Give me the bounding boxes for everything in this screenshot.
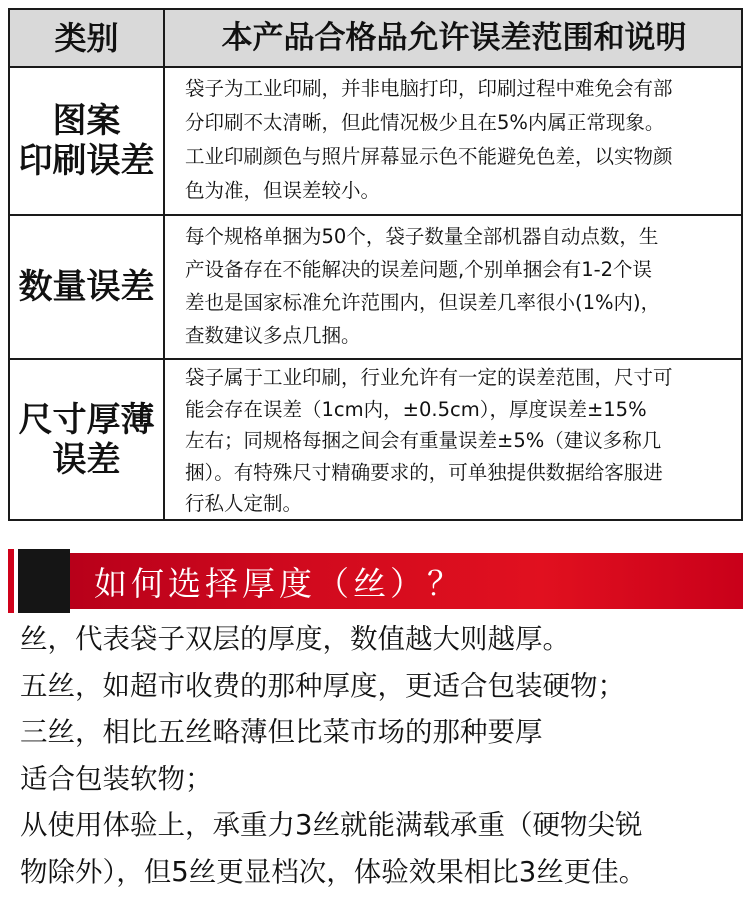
description-line: 查数建议多点几捆。 bbox=[185, 324, 361, 347]
row-category bbox=[10, 68, 165, 214]
category-line: 尺寸厚薄 bbox=[18, 399, 155, 440]
row-category bbox=[10, 216, 165, 358]
header-description: 本产品合格品允许误差范围和说明 bbox=[221, 20, 687, 56]
banner-title: 如何选择厚度（丝）？ bbox=[94, 563, 464, 603]
category-line: 数量误差 bbox=[18, 267, 155, 307]
category-line: 印刷误差 bbox=[18, 141, 155, 181]
thickness-explanation bbox=[20, 616, 745, 895]
category-line: 误差 bbox=[52, 439, 121, 480]
description-line: 行私人定制。 bbox=[185, 492, 303, 515]
description-line: 工业印刷颜色与照片屏幕显示色不能避免色差，以实物颜 bbox=[185, 145, 673, 168]
section-banner bbox=[8, 549, 743, 613]
row-description bbox=[167, 68, 741, 214]
description-line: 产设备存在不能解决的误差问题,个别单捆会有1-2个误 bbox=[185, 258, 653, 281]
table-header-row bbox=[10, 10, 741, 68]
body-line: 丝，代表袋子双层的厚度，数值越大则越厚。 bbox=[20, 623, 570, 655]
row-description bbox=[167, 216, 741, 358]
body-line: 从使用体验上，承重力3丝就能满载承重（硬物尖锐 bbox=[20, 809, 643, 841]
description-line: 捆）。有特殊尺寸精确要求的，可单独提供数据给客服进 bbox=[185, 460, 663, 484]
body-line: 物除外），但5丝更显档次，体验效果相比3丝更佳。 bbox=[20, 855, 647, 888]
description-line: 袋子为工业印刷，并非电脑打印，印刷过程中难免会有部 bbox=[185, 77, 673, 100]
error-range-table bbox=[8, 8, 743, 521]
description-line: 能会存在误差（1cm内，±0.5cm），厚度误差±15% bbox=[185, 397, 647, 421]
body-line: 适合包装软物； bbox=[20, 762, 213, 795]
description-line: 每个规格单捆为50个，袋子数量全部机器自动点数，生 bbox=[185, 225, 659, 248]
banner-bar bbox=[70, 553, 743, 609]
body-line: 三丝，相比五丝略薄但比菜市场的那种要厚 bbox=[20, 716, 543, 748]
banner-black-block bbox=[18, 549, 70, 613]
table-row-size-thickness-error bbox=[10, 360, 741, 519]
table-row-quantity-error bbox=[10, 216, 741, 360]
description-line: 分印刷不太清晰，但此情况极少且在5%内属正常现象。 bbox=[185, 111, 665, 134]
header-category: 类别 bbox=[10, 10, 165, 66]
table-row-print-error bbox=[10, 68, 741, 216]
category-line: 图案 bbox=[52, 101, 121, 141]
row-category bbox=[10, 360, 165, 519]
row-description bbox=[167, 360, 741, 519]
description-line: 左右；同规格每捆之间会有重量误差±5%（建议多称几 bbox=[185, 429, 662, 452]
description-line: 差也是国家标准允许范围内，但误差几率很小(1%内)， bbox=[185, 291, 661, 314]
description-line: 袋子属于工业印刷，行业允许有一定的误差范围，尺寸可 bbox=[185, 366, 673, 389]
body-line: 五丝，如超市收费的那种厚度，更适合包装硬物； bbox=[20, 669, 625, 702]
description-line: 色为准，但误差较小。 bbox=[185, 179, 381, 202]
